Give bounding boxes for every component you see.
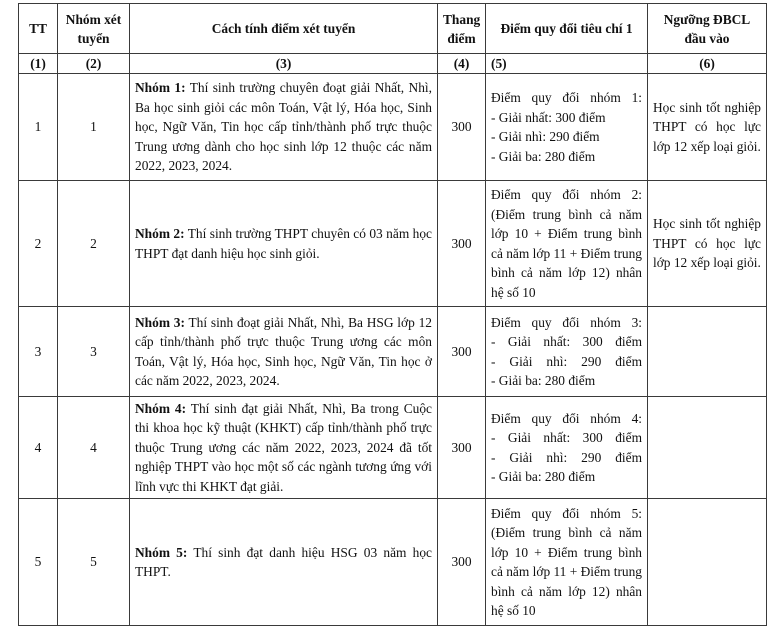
cell-threshold	[648, 307, 767, 397]
cell-conversion: Điểm quy đổi nhóm 5: (Điểm trung bình cả năm lớp 10 + Điểm trung bình cả năm lớp 11 + Điểm trung bình cả năm lớp 12) nhân hệ số 10	[486, 499, 648, 626]
group-label: Nhóm 4:	[135, 400, 187, 416]
column-index-5: (5)	[486, 54, 648, 74]
cell-threshold: Học sinh tốt nghiệp THPT có học lực lớp 12 xếp loại giỏi.	[648, 181, 767, 307]
cell-tt: 2	[19, 181, 58, 307]
table-row	[19, 397, 767, 499]
cell-conversion	[486, 307, 648, 397]
method-description: Thí sinh đạt danh hiệu HSG 03 năm học THPT.	[135, 544, 432, 579]
cell-method	[130, 181, 438, 307]
header-method: Cách tính điểm xét tuyển	[130, 4, 438, 54]
header-tt: TT	[19, 4, 58, 54]
cell-method	[130, 307, 438, 397]
conversion-third-prize: - Giải ba: 280 điểm	[491, 469, 596, 484]
cell-tt: 1	[19, 74, 58, 181]
table-row	[19, 181, 767, 307]
group-label: Nhóm 2:	[135, 226, 185, 241]
cell-method	[130, 397, 438, 499]
conversion-title: Điểm quy đổi nhóm 1:	[491, 90, 642, 105]
header-scale: Thang điểm	[438, 4, 486, 54]
cell-conversion	[486, 74, 648, 181]
cell-group: 2	[58, 181, 130, 307]
method-description: Thí sinh đoạt giải Nhất, Nhì, Ba HSG lớp 12 cấp tỉnh/thành phố trực thuộc Trung ương các môn Toán, Vật lý, Hóa học, Sinh học, Ngữ Văn, Tin học ở các năm 2022, 2023, 2024.	[135, 314, 432, 388]
cell-scale: 300	[438, 181, 486, 307]
cell-scale: 300	[438, 397, 486, 499]
column-index-3: (3)	[130, 54, 438, 74]
cell-scale: 300	[438, 307, 486, 397]
cell-scale: 300	[438, 74, 486, 181]
admission-criteria-table	[18, 3, 767, 626]
cell-tt: 4	[19, 397, 58, 499]
conversion-second-prize: - Giải nhì: 290 điểm	[491, 449, 642, 465]
header-conversion: Điểm quy đổi tiêu chí 1	[486, 4, 648, 54]
group-label: Nhóm 1:	[135, 80, 186, 96]
cell-group: 4	[58, 397, 130, 499]
cell-tt: 3	[19, 307, 58, 397]
group-label: Nhóm 5:	[135, 544, 188, 560]
cell-threshold	[648, 499, 767, 626]
conversion-title: Điểm quy đổi nhóm 3:	[491, 314, 642, 330]
conversion-title: Điểm quy đổi nhóm 4:	[491, 410, 642, 426]
column-index-6: (6)	[648, 54, 767, 74]
header-row	[19, 4, 767, 54]
cell-group: 1	[58, 74, 130, 181]
method-description: Thí sinh trường chuyên đoạt giải Nhất, Nhì, Ba học sinh giỏi các môn Toán, Vật lý, Hóa học, Sinh học, Ngữ Văn, Tin học cấp tỉnh/thành phố trực thuộc Trung ương dành cho học sinh lớp 12 thuộc các năm 2022, 2023, 2024.	[135, 80, 432, 174]
conversion-second-prize: - Giải nhì: 290 điểm	[491, 353, 642, 369]
cell-group: 3	[58, 307, 130, 397]
header-threshold: Ngưỡng ĐBCL đầu vào	[648, 4, 767, 54]
column-index-1: (1)	[19, 54, 58, 74]
method-description: Thí sinh đạt giải Nhất, Nhì, Ba trong Cuộc thi khoa học kỹ thuật (KHKT) cấp tỉnh/thành phố trực thuộc Trung ương các năm 2022, 2023, 2024 đã tốt nghiệp THPT vào học một số các ngành tương ứng với lĩnh vực thi KHKT đạt giải.	[135, 400, 432, 494]
header-group: Nhóm xét tuyển	[58, 4, 130, 54]
cell-threshold: Học sinh tốt nghiệp THPT có học lực lớp 12 xếp loại giỏi.	[648, 74, 767, 181]
conversion-third-prize: - Giải ba: 280 điểm	[491, 373, 596, 388]
group-label: Nhóm 3:	[135, 314, 185, 330]
cell-threshold	[648, 397, 767, 499]
cell-method	[130, 74, 438, 181]
conversion-second-prize: - Giải nhì: 290 điểm	[491, 129, 600, 144]
cell-group: 5	[58, 499, 130, 626]
column-index-row	[19, 54, 767, 74]
cell-method	[130, 499, 438, 626]
table-row	[19, 499, 767, 626]
column-index-4: (4)	[438, 54, 486, 74]
cell-tt: 5	[19, 499, 58, 626]
conversion-first-prize: - Giải nhất: 300 điểm	[491, 109, 606, 125]
table-row	[19, 74, 767, 181]
conversion-third-prize: - Giải ba: 280 điểm	[491, 148, 596, 164]
conversion-first-prize: - Giải nhất: 300 điểm	[491, 430, 642, 445]
table-row	[19, 307, 767, 397]
column-index-2: (2)	[58, 54, 130, 74]
cell-conversion	[486, 397, 648, 499]
conversion-first-prize: - Giải nhất: 300 điểm	[491, 334, 642, 349]
method-description: Thí sinh trường THPT chuyên có 03 năm học THPT đạt danh hiệu học sinh giỏi.	[135, 226, 432, 261]
cell-scale: 300	[438, 499, 486, 626]
cell-conversion: Điểm quy đổi nhóm 2: (Điểm trung bình cả năm lớp 10 + Điểm trung bình cả năm lớp 11 + Điểm trung bình cả năm lớp 12) nhân hệ số 10	[486, 181, 648, 307]
